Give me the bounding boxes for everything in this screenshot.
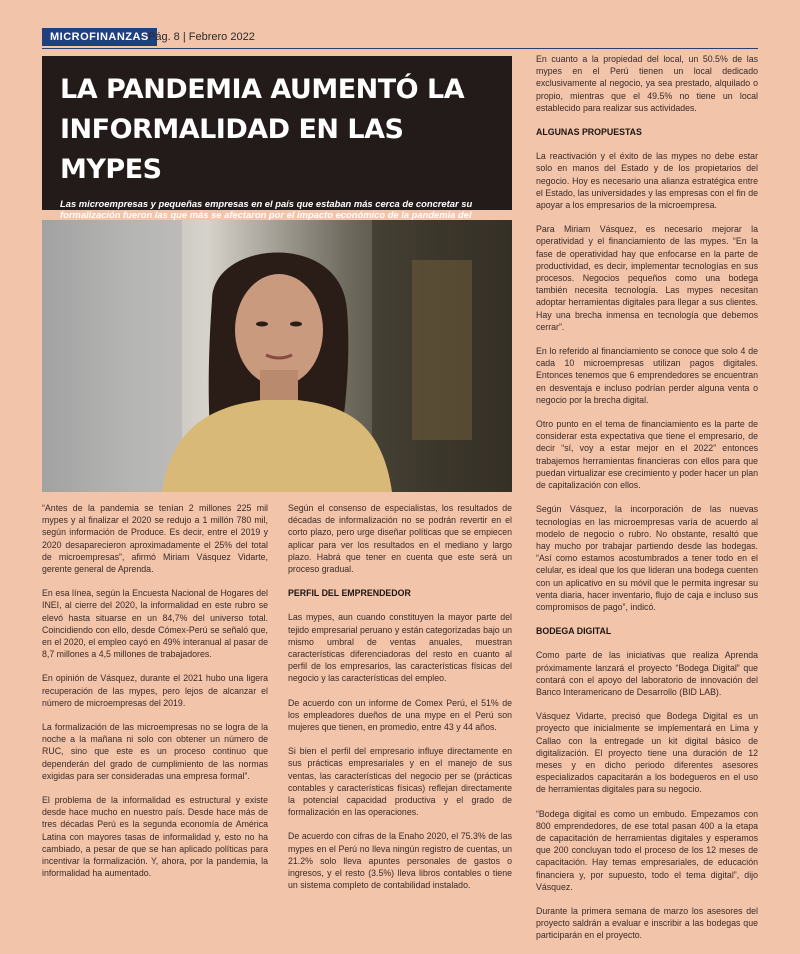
header-rule xyxy=(42,48,758,49)
page-info: Pág. 8 | Febrero 2022 xyxy=(148,31,255,43)
paragraph: Las mypes, aun cuando constituyen la mayor parte del tejido empresarial peruano y están categorizadas bajo un mismo umbral de ventas anuales, muestran características diferenciadoras del resto en cuanto al perfil de los empresarios, las características físicas del negocio y las características del empleo. xyxy=(288,612,512,684)
paragraph: Para Miriam Vásquez, es necesario mejorar la operatividad y el financiamiento de las mypes. “En la fase de operatividad hay que enfocarse en la parte de productividad, es decir, implementar tecnologías en sus procesos. Negocios pequeños como una bodega también necesita tecnología. Las mypes necesitan adoptar herramientas digitales para llegar a sus clientes. Hay una brecha inmensa en tecnología que debemos cerrar”. xyxy=(536,224,758,332)
article-lead: Las microempresas y pequeñas empresas en el país que estaban más cerca de concretar su formalización fueron las que más se afectaron por el impacto económico de la pandemia del xyxy=(60,198,473,221)
portrait-illustration xyxy=(42,220,512,492)
paragraph: En lo referido al financiamiento se conoce que solo 4 de cada 10 microempresas utilizan pagos digitales. Entonces tenemos que 6 emprendedores se encuentran en desventaja e incluso podrían perder alguna venta o negocio por la brecha digital. xyxy=(536,346,758,405)
paragraph: En esa línea, según la Encuesta Nacional de Hogares del INEI, al cierre del 2020, la informalidad en este rubro se elevó hasta situarse en un 84,7% del universo total. Coincidiendo con ello, desde Cómex-Perú se señaló que, en el 2020, el empleo cayó en 49% interanual al pasar de 8,7 millones a 4,5 millones de trabajadores. xyxy=(42,588,268,660)
paragraph: Durante la primera semana de marzo los asesores del proyecto saldrán a evaluar e inscribir a las bodegas que participarán en el proyecto. xyxy=(536,905,758,941)
column-1 xyxy=(42,502,268,891)
portrait-photo xyxy=(42,220,512,492)
paragraph: Según el consenso de especialistas, los resultados de décadas de informalización no se podrán revertir en el corto plazo, pero urge diseñar políticas que se empiecen aplicar para ver los resultados en el mediano y largo plazo. Habrá que tener en cuenta que este será un proceso gradual. xyxy=(288,503,512,575)
paragraph: En cuanto a la propiedad del local, un 50.5% de las mypes en el Perú tienen un local dedicado exclusivamente al negocio, ya sea prestado, alquilado o propio, mientras que el 49.5% no tiene un local establecido para realizar sus actividades. xyxy=(536,54,758,113)
subheading-perfil: PERFIL DEL EMPRENDEDOR xyxy=(288,588,411,599)
column-3 xyxy=(536,53,758,954)
article-title: LA PANDEMIA AUMENTÓ LA INFORMALIDAD EN LAS MYPES xyxy=(60,74,465,185)
paragraph: En opinión de Vásquez, durante el 2021 hubo una ligera recuperación de las mypes, pero lejos de alcanzar el número de microempresas del 2019. xyxy=(42,673,268,708)
paragraph: La formalización de las microempresas no se logra de la noche a la mañana ni solo con obtener un número de RUC, sino que este es un proceso continuo que dependerán del grado de cumplimiento de las normas exigidas para ser consideradas una empresa formal”. xyxy=(42,722,268,781)
page-header xyxy=(0,0,800,50)
paragraph: La reactivación y el éxito de las mypes no debe estar solo en manos del Estado y de los propietarios del negocio. Hoy es necesario una alianza estratégica entre el Estado, las universidades y las empresas con el fin de apoyar a los empresarios de la microempresa. xyxy=(536,151,758,211)
paragraph: Como parte de las iniciativas que realiza Aprenda próximamente lanzará el proyecto “Bodega Digital” que contará con el apoyo del laboratorio de innovación del Banco Interamericano de Desarrollo (BID LAB). xyxy=(536,650,758,697)
paragraph: Vásquez Vidarte, precisó que Bodega Digital es un proyecto que inicialmente se implementará en Lima y Callao con la entregade un kit digital básico de digitalización. El proyecto tiene una duración de 12 meses y en dicho periodo diferentes asesores especializados capacitarán a los bodegueros en el uso de herramientas digitales para su negocio. xyxy=(536,711,758,795)
paragraph: El problema de la informalidad es estructural y existe desde hace mucho en nuestro país. Desde hace más de tres décadas Perú es la segunda economía de América Latina con mayores tasas de informalidad y, esto no ha cambiado, a pesar de que se han aplicado políticas para incentivar la formalización. Y, ahora, por la pandemia, la informalidad ha aumentado. xyxy=(42,795,268,879)
paragraph: “Bodega digital es como un embudo. Empezamos con 800 emprendedores, de ese total pasan 400 a la etapa de capacitación de herramientas digitales y esperamos que 200 concluyan todo el proceso de los 12 meses de capacitación. Hay temas empresariales, de educación financiera y, por supuesto, todo el tema digital”, dijo Vásquez. xyxy=(536,808,758,892)
paragraph: Otro punto en el tema de financiamiento es la parte de considerar esta expectativa que tiene el empresario, de decir “sí, voy a estar mejor en el 2022” entonces trabajemos herramientas financieras con ellos para que puedan virtualizar ese crecimiento y poder hacer un plan de capitalización con ellos. xyxy=(536,419,758,491)
paragraph: De acuerdo con cifras de la Enaho 2020, el 75.3% de las mypes en el Perú no lleva ningún registro de cuentas, un 21.2% solo lleva apuntes personales de gastos o ingresos, y el resto (3.5%) lleva libros contables o tiene un sistema completo de contabilidad instalado. xyxy=(288,831,512,891)
paragraph: “Antes de la pandemia se tenían 2 millones 225 mil mypes y al finalizar el 2020 se redujo a 1 millón 780 mil, según información de Produce. Es decir, entre el 2019 y 2020 desaparecieron aproximadamente el 25% del total de microempresas”, afirmó Miriam Vásquez Vidarte, gerente general de Aprenda. xyxy=(42,503,268,575)
title-box xyxy=(42,56,512,221)
paragraph: Si bien el perfil del empresario influye directamente en sus prácticas empresariales y en el manejo de sus ventas, las características del negocio per se (prácticas contables y características físicas) reflejan directamente la potencial capacidad productiva y el grado de formalización en las operaciones. xyxy=(288,746,512,818)
column-2 xyxy=(288,502,512,903)
paragraph: Según Vásquez, la incorporación de las nuevas tecnologías en las microempresas varía de acuerdo al modelo de negocio o rubro. No obstante, resaltó que hay mucho por trabajar partiendo desde las bodegas. “Así como estamos acostumbrados a tener todo en el celular, es ideal que los que lideran una bodega cuenten con un aplicativo en su móvil que le permita ingresar su venta diaria, hacer inventario, flujo de caja e incluso sus compromisos de pago”, indicó. xyxy=(536,504,758,612)
subheading-propuestas: ALGUNAS PROPUESTAS xyxy=(536,127,642,138)
section-badge: MICROFINANZAS xyxy=(42,28,157,46)
paragraph: De acuerdo con un informe de Comex Perú, el 51% de los empleadores dueños de una mype en el Perú son mujeres que tienen, en promedio, entre 43 y 44 años. xyxy=(288,697,512,733)
subheading-bodega: BODEGA DIGITAL xyxy=(536,626,612,637)
